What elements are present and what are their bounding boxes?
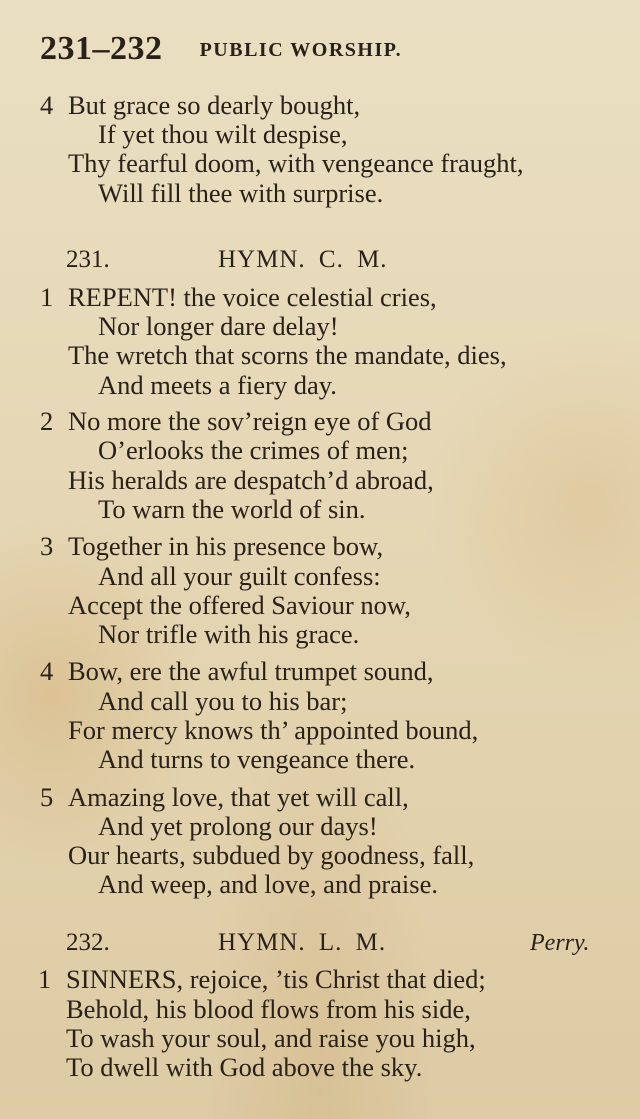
hymn-title: HYMN. C. M. [218, 246, 388, 273]
verse-line: To dwell with God above the sky. [66, 1052, 423, 1082]
verse-line: For mercy knows th’ appointed bound, [68, 715, 479, 745]
verse-line: Our hearts, subdued by goodness, fall, [68, 840, 475, 870]
composer-attribution: Perry. [530, 930, 590, 956]
verse-line: If yet thou wilt despise, [98, 119, 348, 149]
running-head [40, 30, 402, 68]
verse-line: Together in his presence bow, [68, 531, 384, 561]
verse-line: Thy fearful doom, with vengeance fraught, [68, 148, 524, 178]
hymn-number: 231. [66, 246, 110, 273]
stanza-number: 1 [40, 282, 54, 312]
verse-line: And meets a fiery day. [98, 370, 337, 400]
verse-line: And turns to vengeance there. [98, 744, 416, 774]
verse-line: And all your guilt confess: [98, 561, 381, 591]
stanza-number: 4 [40, 656, 54, 686]
verse-line: No more the sov’reign eye of God [68, 406, 432, 436]
verse-line: O’erlooks the crimes of men; [98, 435, 409, 465]
verse-line: And call you to his bar; [98, 686, 348, 716]
verse-line: Behold, his blood flows from his side, [66, 994, 471, 1024]
hymn-title: HYMN. L. M. [218, 929, 387, 956]
verse-line: REPENT! the voice celestial cries, [68, 282, 437, 312]
stanza-number: 2 [40, 406, 54, 436]
stanza-number: 5 [40, 782, 54, 812]
verse-line: But grace so dearly bought, [68, 90, 361, 120]
hymn-number: 232. [66, 929, 110, 956]
section-title: PUBLIC WORSHIP. [199, 39, 403, 61]
stanza-number: 1 [38, 964, 52, 994]
verse-line: Will fill thee with surprise. [98, 178, 384, 208]
verse-line: Nor longer dare delay! [98, 311, 339, 341]
verse-line: His heralds are despatch’d abroad, [68, 465, 434, 495]
verse-line: Accept the offered Saviour now, [68, 590, 411, 620]
stanza-number: 4 [40, 90, 54, 120]
verse-line: And weep, and love, and praise. [98, 869, 438, 899]
verse-line: Amazing love, that yet will call, [68, 782, 409, 812]
verse-line: Nor trifle with his grace. [98, 619, 360, 649]
verse-line: To wash your soul, and raise you high, [66, 1023, 476, 1053]
verse-line: SINNERS, rejoice, ’tis Christ that died; [66, 964, 486, 994]
stanza-number: 3 [40, 531, 54, 561]
verse-line: The wretch that scorns the mandate, dies, [68, 340, 507, 370]
page-numbers: 231–232 [40, 30, 163, 67]
verse-line: Bow, ere the awful trumpet sound, [68, 656, 434, 686]
verse-line: And yet prolong our days! [98, 811, 378, 841]
verse-line: To warn the world of sin. [98, 494, 366, 524]
